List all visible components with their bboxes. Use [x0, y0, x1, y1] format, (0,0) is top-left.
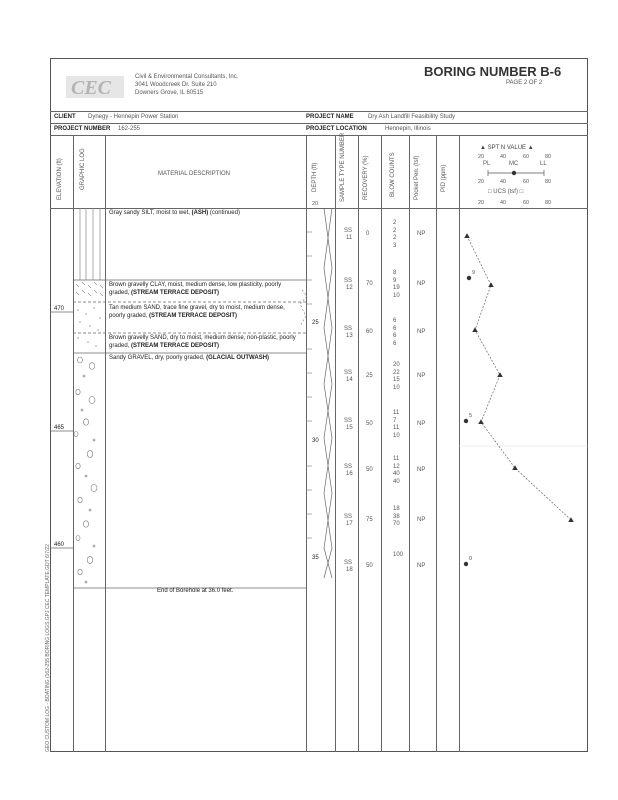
sample-number: 13 [346, 333, 353, 339]
graphic-log [50, 208, 310, 608]
pocket-pen-value: NP [417, 231, 426, 237]
blow-count: 10 [393, 292, 400, 299]
spt-point [488, 282, 494, 287]
sample-number: 18 [346, 567, 353, 573]
side-footer-text: GEO CUSTOM LOG - BOATING (162-255 BORING LOGS.GPJ CEC TEMPLATE.GDT 6/7/22 [45, 544, 51, 752]
end-note: End of Borehole at 36.0 feet. [157, 588, 234, 594]
material-gravelly-clay: Brown gravelly CLAY, moist, medium dense, low plasticity, poorly graded, (STREAM TERRACE DEPOSIT) [109, 282, 282, 296]
blow-count: 22 [393, 369, 400, 376]
gravel-pattern [74, 357, 97, 583]
blow-count: 9 [393, 277, 397, 284]
spt-tick-3: 60 [523, 154, 529, 160]
pocket-pen-value: NP [417, 373, 426, 379]
mc-label: MC [509, 161, 519, 167]
sample-type: SS [344, 514, 353, 520]
moisture-point [467, 276, 471, 280]
pocket-pen-value: NP [417, 517, 426, 523]
blow-count: 12 [393, 463, 400, 470]
material-ash: Gray sandy SILT, moist to wet, (ASH) (continued) [109, 210, 240, 216]
company-address: 3041 Woodcreek Dr. Suite 210 [135, 82, 217, 88]
mid-tick-1: 20 [478, 179, 484, 185]
blow-count: 70 [393, 521, 400, 527]
recovery-value: 70 [366, 281, 373, 287]
blow-count: 2 [393, 227, 397, 234]
sample-number: 12 [346, 285, 353, 291]
page-number: PAGE 2 OF 2 [506, 80, 543, 86]
blow-count: 18 [393, 506, 400, 512]
col-material: MATERIAL DESCRIPTION [158, 171, 231, 177]
spt-title: ▲ SPT N VALUE ▲ [480, 145, 534, 151]
bot-tick-4: 80 [545, 200, 551, 206]
material-gravelly-sand: Brown gravelly SAND, dry to moist, medium dense, non-plastic, poorly graded, (STREAM TERRACE DEPOSIT) [109, 335, 296, 349]
pocket-pen-value: NP [417, 421, 426, 427]
company-city: Downers Grove, IL 60515 [135, 90, 204, 96]
pocket-pen-value: NP [417, 329, 426, 335]
blow-count: 11 [393, 456, 400, 462]
sample-type: SS [344, 278, 353, 284]
project-number-label: PROJECT NUMBER [54, 126, 111, 132]
blow-count: 2 [393, 220, 397, 226]
blow-count: 40 [393, 478, 400, 485]
spt-chart [459, 208, 588, 588]
spt-point [478, 419, 484, 424]
bot-tick-2: 40 [500, 200, 506, 206]
spt-point [512, 465, 518, 470]
depth-35: 35 [312, 555, 319, 561]
blow-count: 19 [393, 285, 400, 291]
material-tan-sand: Tan medium SAND, trace fine gravel, dry to moist, medium dense, poorly graded, (STREAM TERRACE DEPOSIT) [109, 305, 285, 319]
project-number-value: 162-255 [118, 126, 141, 132]
moisture-label: 0 [469, 556, 473, 562]
spt-tick-2: 40 [500, 154, 506, 160]
material-sandy-gravel: Sandy GRAVEL, dry, poorly graded, (GLACIAL OUTWASH) [109, 355, 270, 361]
col-pocket: Pocket Pen. (tsf) [414, 155, 420, 200]
company-name: Civil & Environmental Consultants, Inc. [135, 74, 239, 80]
blow-count: 7 [393, 417, 397, 424]
sample-type: SS [344, 560, 353, 566]
spt-tick-4: 80 [545, 154, 551, 160]
pl-label: PL [483, 161, 491, 167]
recovery-value: 50 [366, 421, 373, 427]
sample-number: 16 [346, 471, 353, 477]
depth-25: 25 [312, 320, 319, 326]
client-value: Dynegy - Hennepin Power Station [88, 114, 179, 120]
recovery-value: 25 [366, 373, 373, 379]
sample-type: SS [344, 418, 353, 424]
cec-logo [66, 76, 124, 98]
ll-label: LL [540, 161, 547, 167]
spt-point [472, 327, 478, 332]
sample-type: SS [344, 370, 353, 376]
spt-point [568, 517, 574, 522]
blow-count: 11 [393, 410, 400, 416]
mid-tick-4: 80 [545, 179, 551, 185]
blow-count: 11 [393, 425, 400, 431]
ucs-label: □ UCS (tsf) □ [488, 189, 524, 195]
client-label: CLIENT [54, 114, 76, 120]
moisture-point [464, 562, 468, 566]
blow-count: 6 [393, 325, 397, 332]
blow-count: 10 [393, 432, 400, 439]
col-blow: BLOW COUNTS [390, 152, 396, 197]
col-depth: DEPTH (ft) [312, 162, 318, 192]
sample-number: 15 [346, 425, 353, 431]
spt-tick-1: 20 [478, 154, 484, 160]
col-graphic-log: GRAPHIC LOG [80, 148, 86, 190]
elevation-465: 465 [54, 425, 65, 431]
blow-count: 6 [393, 333, 397, 339]
project-name-label: PROJECT NAME [306, 114, 354, 120]
recovery-value: 50 [366, 563, 373, 569]
sample-number: 14 [346, 377, 353, 383]
page-title: BORING NUMBER B-6 [424, 64, 562, 79]
pocket-pen-value: NP [417, 467, 426, 473]
sample-type: SS [344, 326, 353, 332]
blow-count: 6 [393, 318, 397, 324]
blow-count: 6 [393, 340, 397, 347]
sample-number: 11 [346, 235, 353, 241]
recovery-value: 50 [366, 467, 373, 473]
blow-count: 2 [393, 235, 397, 241]
col-pid: PID (ppm) [441, 164, 447, 192]
pocket-pen-value: NP [417, 281, 426, 287]
col-sample: SAMPLE TYPE NUMBER [340, 132, 346, 202]
recovery-value: 0 [366, 231, 370, 237]
spt-line [467, 236, 571, 520]
mid-tick-3: 60 [523, 179, 529, 185]
recovery-value: 75 [366, 517, 373, 523]
mid-tick-2: 40 [500, 179, 506, 185]
blow-count: 10 [393, 384, 400, 391]
moisture-label: 5 [469, 413, 473, 419]
blow-count: 20 [393, 362, 400, 368]
bot-tick-1: 20 [478, 200, 484, 206]
spt-point [464, 233, 470, 238]
blow-count: 40 [393, 471, 400, 477]
project-name-value: Dry Ash Landfill Feasibility Study [368, 114, 456, 120]
svg-text:CEC: CEC [71, 77, 112, 98]
sample-symbols [306, 208, 336, 588]
blow-count: 100 [393, 552, 404, 558]
col-recovery: RECOVERY (%) [363, 155, 369, 200]
blow-count: 38 [393, 513, 400, 520]
sample-number: 17 [346, 521, 353, 527]
blow-count: 8 [393, 270, 397, 276]
pocket-pen-value: NP [417, 563, 426, 569]
project-location-label: PROJECT LOCATION [306, 126, 367, 132]
sample-type: SS [344, 464, 353, 470]
blow-count: 15 [393, 377, 400, 383]
col-elevation: ELEVATION (ft) [57, 158, 63, 200]
elevation-470: 470 [54, 306, 65, 312]
spt-point [497, 372, 503, 377]
moisture-label: 9 [472, 270, 476, 276]
depth-header-20: 20 [312, 201, 318, 207]
sample-type: SS [344, 228, 353, 234]
moisture-point [464, 419, 468, 423]
pl-mc-ll-legend [474, 168, 574, 178]
elevation-460: 460 [54, 542, 65, 548]
depth-30: 30 [312, 438, 319, 444]
project-location-value: Hennepin, Illinois [385, 126, 431, 132]
blow-count: 3 [393, 242, 397, 249]
recovery-value: 60 [366, 329, 373, 335]
bot-tick-3: 60 [523, 200, 529, 206]
